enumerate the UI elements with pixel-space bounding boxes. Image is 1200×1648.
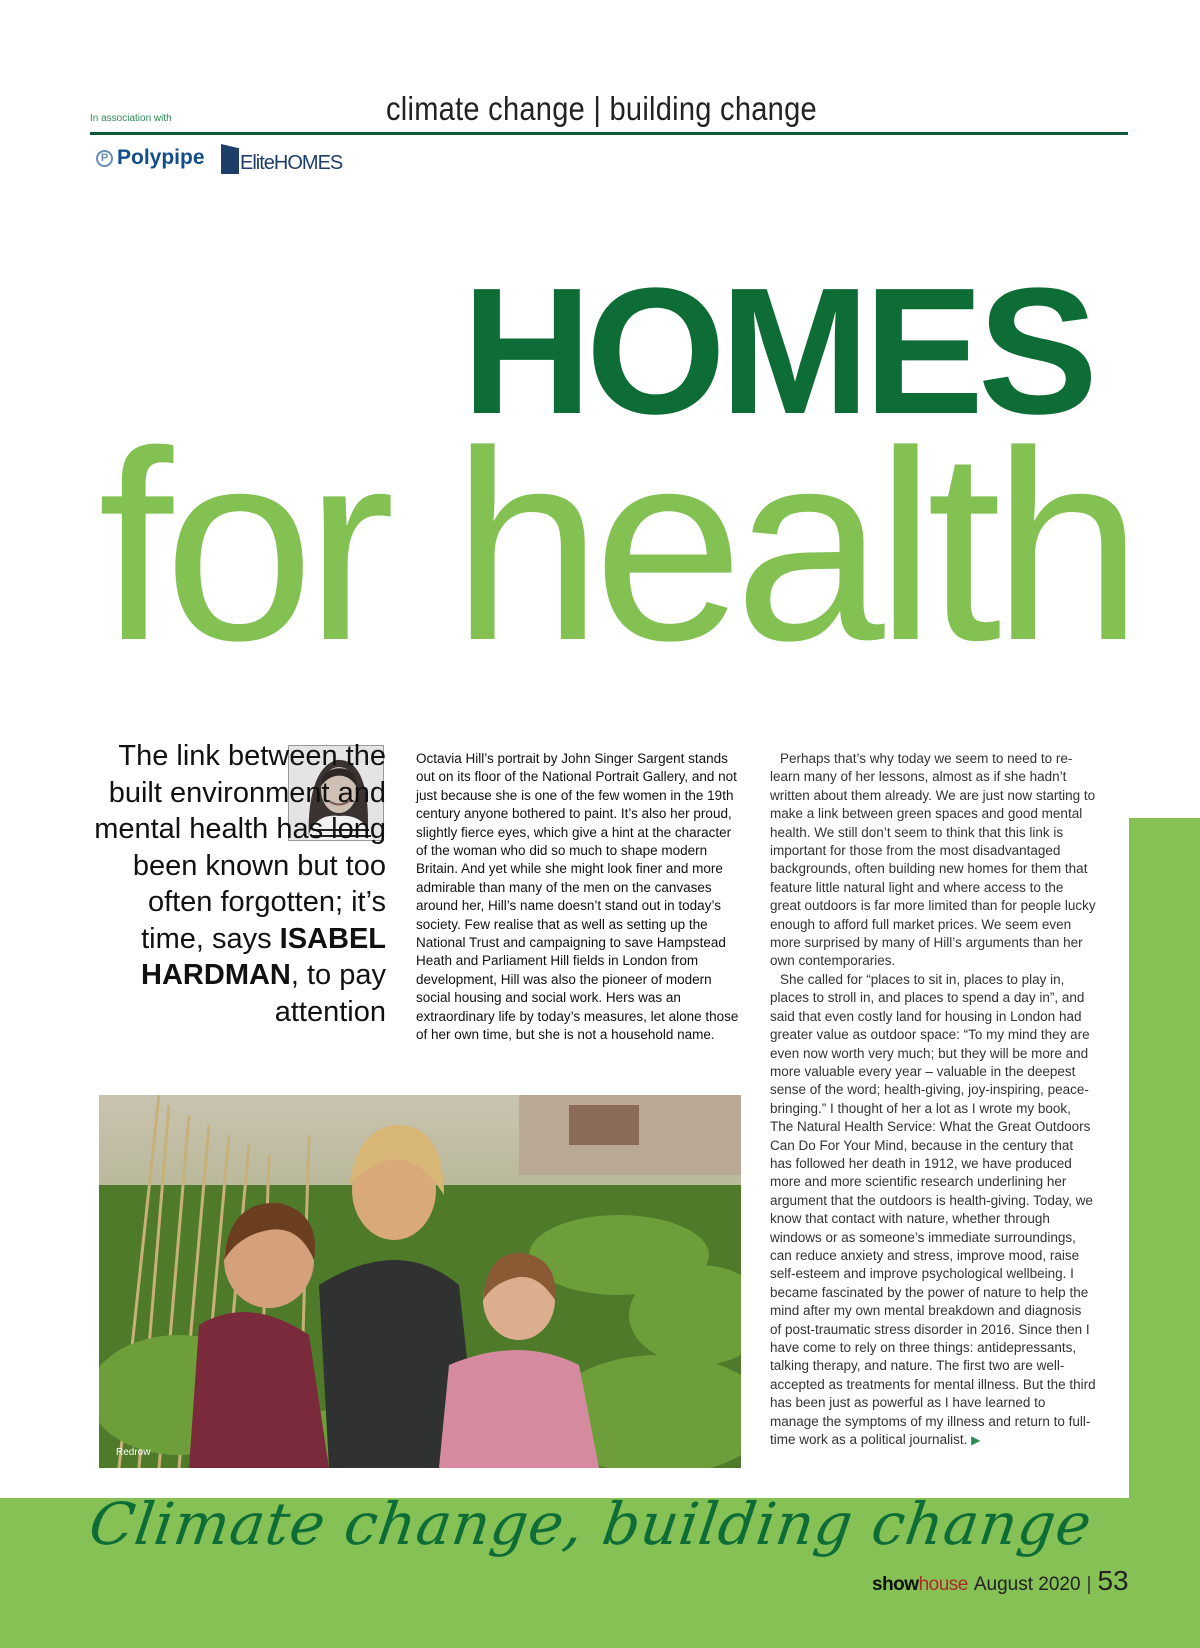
headline-for-health: for health <box>98 396 1134 697</box>
elite-homes-logo <box>221 144 342 174</box>
polypipe-mark-icon: P <box>96 150 113 167</box>
association-label: In association with <box>90 113 172 124</box>
body-paragraph-text: She called for “places to sit in, places to play in, places to stroll in, and places to spend a day in”, and said that even costly land for housing in London had greater value as outdoor space: “To my mind they are even now worth very much; but they will be more and more valuable every year – valuable in the deepest sense of the word; health-giving, joy-inspiring, peace-bringing.” I thought of her a lot as I wrote my book, The Natural Health Service: What the Great Outdoors Can Do For Your Mind, because in the century that has followed her death in 1912, we have produced more and more scientific research underlining her argument that the outdoors is health-giving. Today, we know that contact with nature, whether through windows or as someone’s immediate surroundings, can reduce anxiety and stress, improve mood, raise self-esteem and improve psychological wellbeing. I became fascinated by the power of nature to help the mind after my own mental breakdown and diagnosis of post-traumatic stress disorder in 2016. Since then I have come to rely on three things: antidepressants, talking therapy, and nature. The first two are well-accepted as treatments for mental illness. But the third has been just as powerful as I have learned to manage the symptoms of my illness and return to full-time work as a political journalist. <box>770 971 1096 1448</box>
footer-separator: | <box>1086 1574 1092 1595</box>
elite-homes-mark-icon <box>221 144 239 174</box>
standfirst-text-end: , to pay attention <box>274 959 386 1028</box>
elite-homes-logo-text: EliteHOMES <box>240 152 343 174</box>
issue-date: August 2020 <box>973 1574 1081 1595</box>
body-paragraph: Perhaps that’s why today we seem to need to re-learn many of her lessons, almost as if she hadn’t written about them already. We are just now starting to make a link between green spaces and good mental health. We still don’t seem to think that this link is important for those from the most disadvantaged backgrounds, often building new homes for them that feature little natural light and where access to the great outdoors is far more limited than for people lucky enough to afford full market prices. We seem even more surprised by many of Hill’s arguments than her own contemporaries. <box>770 751 1096 969</box>
author-name: ISABEL HARDMAN <box>141 922 386 991</box>
standfirst <box>86 738 386 1030</box>
standfirst-text: The link between the built environment and mental health has long been known but too often forgotten; it’s time, says <box>94 740 386 955</box>
garden-photo <box>99 1095 741 1468</box>
header-rule <box>90 132 1128 135</box>
continue-arrow-icon: ▶ <box>971 1433 981 1448</box>
body-column-2 <box>770 750 1096 1449</box>
photo-credit: Redrow <box>116 1447 151 1458</box>
magazine-footer <box>872 1565 1129 1597</box>
family-gardening-image <box>99 1095 741 1468</box>
polypipe-logo <box>96 146 205 170</box>
body-paragraph: Octavia Hill’s portrait by John Singer Sargent stands out on its floor of the National Portrait Gallery, and not just because she is one of the few women in the 19th century anyone bothered to paint. It’s also her proud, slightly fierce eyes, which give a hint at the character of the woman who did so much to shape modern Britain. And yet while she might look finer and more admirable than many of the men on the canvases around her, Hill’s name doesn’t stand out in today’s society. Few realise that as well as setting up the National Trust and campaigning to save Hampstead Heath and Parliament Hill fields in London from development, Hill was also the pioneer of modern social housing and social work. Hers was an extraordinary life by today’s measures, let alone those of her own time, but she is not a household name. <box>416 751 739 1043</box>
magazine-name-house: house <box>918 1574 968 1595</box>
page-number: 53 <box>1097 1565 1129 1596</box>
headline-homes: HOMES <box>461 251 1092 452</box>
footer-script-title: Climate change, building change <box>85 1490 1097 1558</box>
body-column-1 <box>416 750 742 1045</box>
green-side-panel <box>1129 818 1200 1498</box>
magazine-name-show: show <box>872 1574 919 1595</box>
body-paragraph <box>770 971 1096 1450</box>
polypipe-logo-text: Polypipe <box>117 146 205 169</box>
section-title: climate change | building change <box>386 90 817 127</box>
